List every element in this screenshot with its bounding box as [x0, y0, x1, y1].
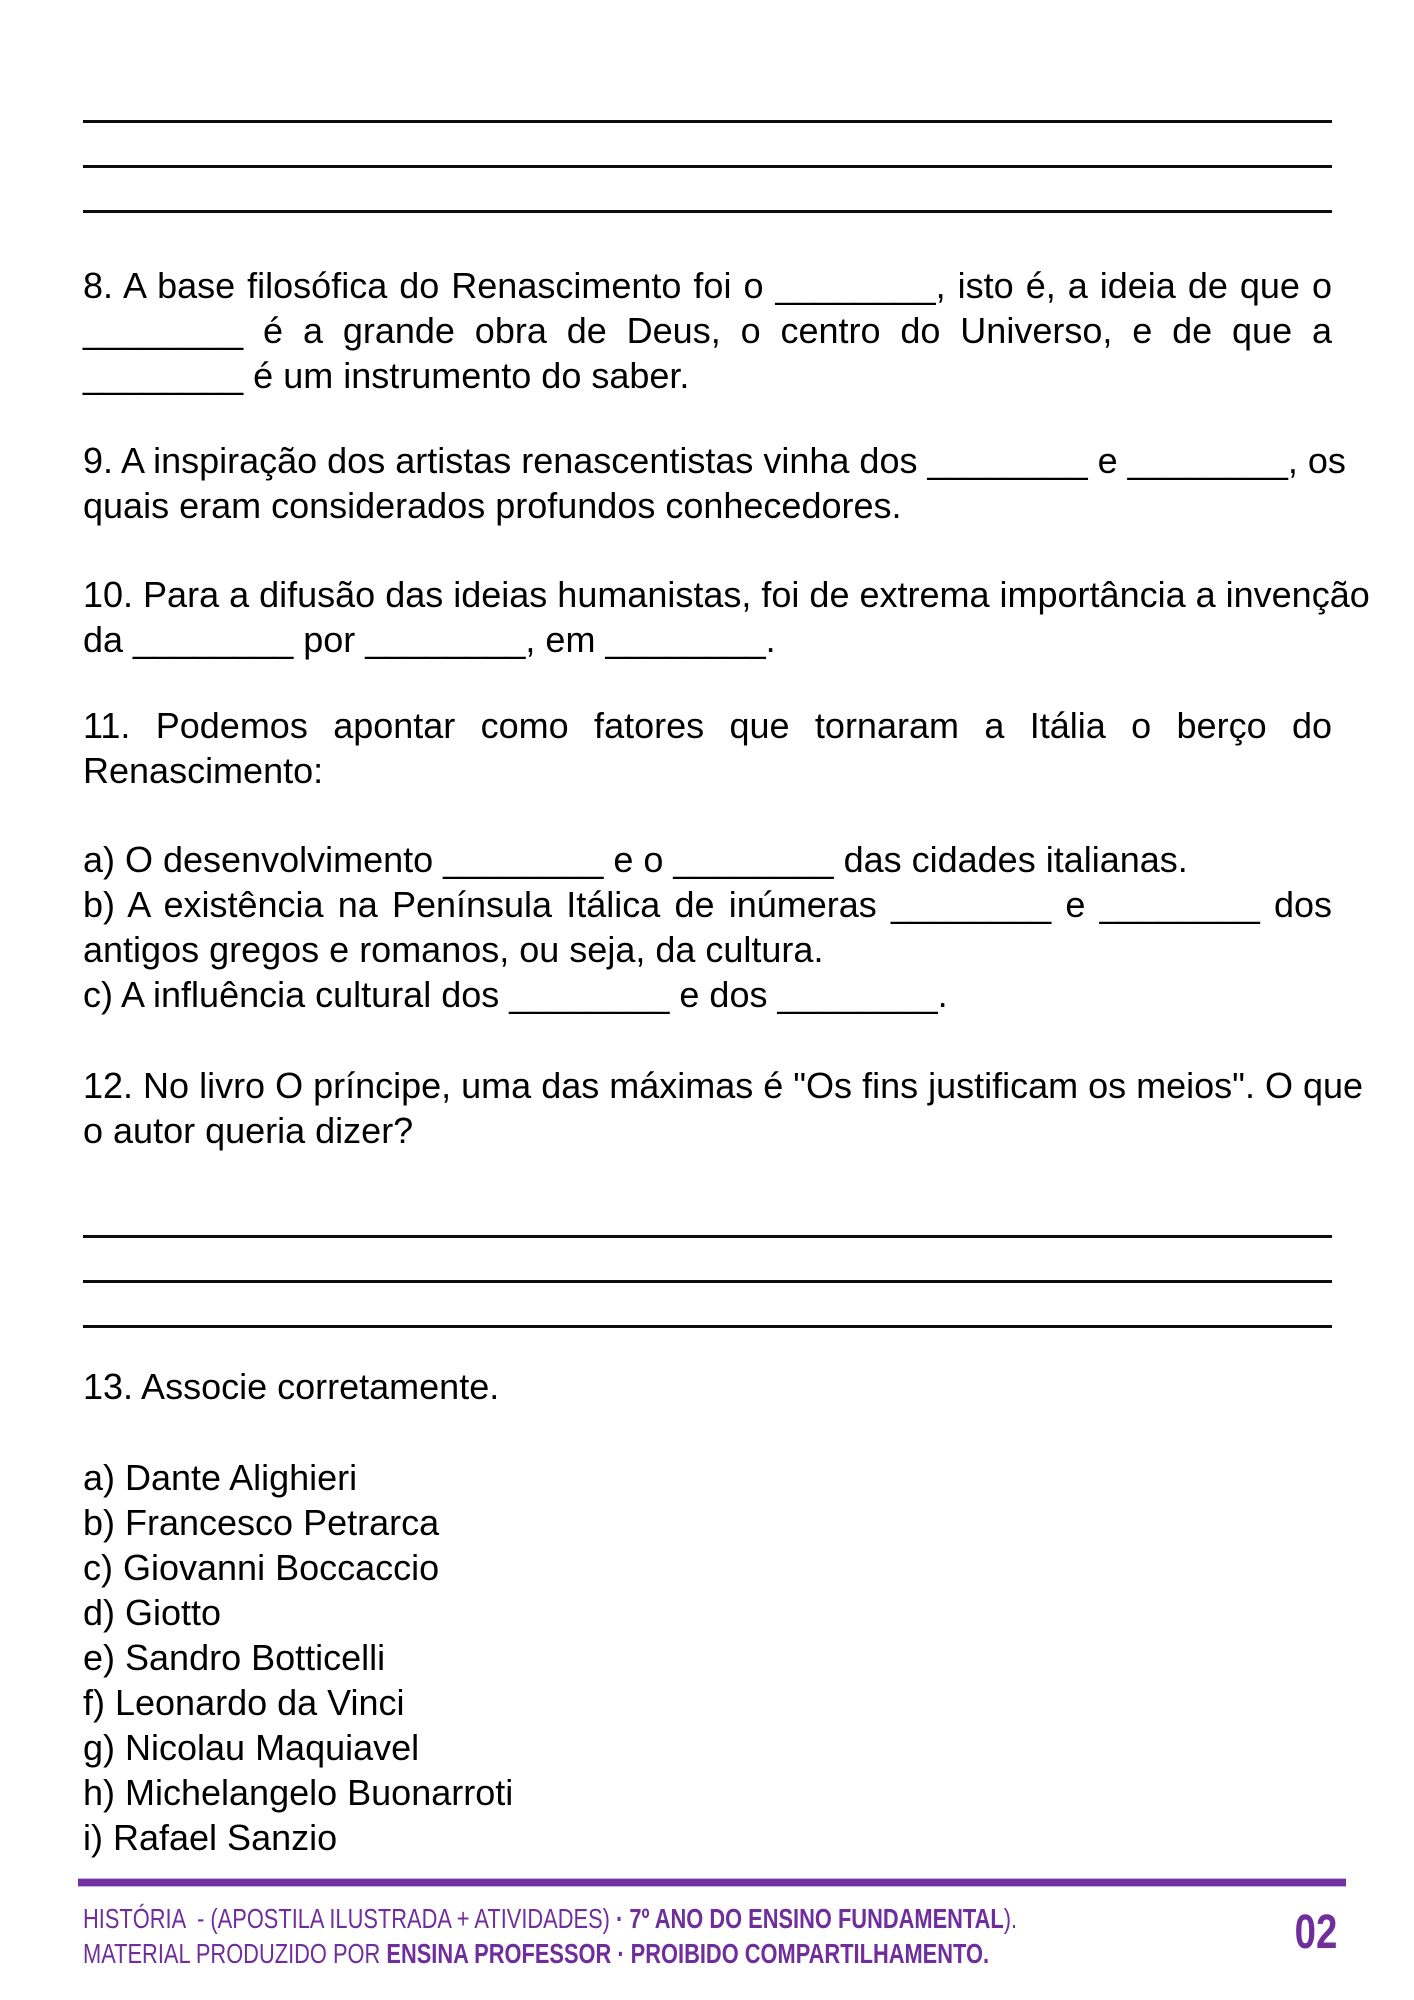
- question-line: 13. Associe corretamente.: [83, 1366, 500, 1407]
- question-line: ________ é a grande obra de Deus, o centro do Universo, e de que a: [83, 310, 1332, 351]
- question-line: Renascimento:: [83, 750, 324, 791]
- page-number: 02: [1294, 1906, 1337, 1959]
- footer-grade-suffix: ).: [1003, 1903, 1018, 1934]
- question-11: [83, 703, 1332, 793]
- list-item: a) Dante Alighieri: [83, 1457, 358, 1498]
- list-item: f) Leonardo da Vinci: [83, 1682, 405, 1723]
- question-line: quais eram considerados profundos conhecedores.: [83, 485, 902, 526]
- option-line: antigos gregos e romanos, ou seja, da cultura.: [83, 929, 824, 970]
- list-item: h) Michelangelo Buonarroti: [83, 1772, 514, 1813]
- answer-line: [83, 78, 1332, 123]
- option-line: a) O desenvolvimento ________ e o ________ das cidades italianas.: [83, 839, 1188, 880]
- answer-line: [83, 1193, 1332, 1238]
- question-line: o autor queria dizer?: [83, 1110, 414, 1151]
- list-item: g) Nicolau Maquiavel: [83, 1727, 420, 1768]
- question-10: [83, 572, 1370, 662]
- list-item: c) Giovanni Boccaccio: [83, 1547, 440, 1588]
- answer-lines-q12: [83, 1193, 1332, 1328]
- footer-divider: [78, 1879, 1346, 1886]
- answer-line: [83, 123, 1332, 168]
- question-13: [83, 1364, 1332, 1409]
- question-line: 9. A inspiração dos artistas renascentistas vinha dos ________ e ________, os: [83, 440, 1346, 481]
- footer-grade-label: 7º ANO DO ENSINO FUNDAMENTAL: [629, 1903, 1004, 1934]
- question-12: [83, 1063, 1364, 1153]
- footer-line-1: [83, 1901, 1017, 1936]
- answer-line: [83, 168, 1332, 213]
- question-line: 12. No livro O príncipe, uma das máximas é "Os fins justificam os meios". O que: [83, 1065, 1364, 1106]
- list-item: b) Francesco Petrarca: [83, 1502, 440, 1543]
- question-line: da ________ por ________, em ________.: [83, 619, 776, 660]
- footer-separator: ·: [609, 1903, 630, 1934]
- page-footer: [83, 1901, 1281, 1971]
- option-line: b) A existência na Península Itálica de inúmeras ________ e ________ dos: [83, 884, 1332, 925]
- question-line: 11. Podemos apontar como fatores que tornaram a Itália o berço do: [83, 705, 1332, 746]
- answer-line: [83, 1238, 1332, 1283]
- question-11-options: [83, 837, 1332, 1017]
- answer-line: [83, 1283, 1332, 1328]
- list-item: i) Rafael Sanzio: [83, 1817, 338, 1858]
- list-item: e) Sandro Botticelli: [83, 1637, 386, 1678]
- answer-lines-top: [83, 78, 1332, 213]
- option-line: c) A influência cultural dos ________ e dos ________.: [83, 974, 948, 1015]
- footer-course-label: HISTÓRIA - (APOSTILA ILUSTRADA + ATIVIDADES): [83, 1903, 610, 1934]
- footer-brand-label: ENSINA PROFESSOR · PROIBIDO COMPARTILHAMENTO.: [386, 1938, 990, 1969]
- question-line: 8. A base filosófica do Renascimento foi o ________, isto é, a ideia de que o: [83, 265, 1332, 306]
- footer-producer-label: MATERIAL PRODUZIDO POR: [83, 1938, 387, 1969]
- question-line: 10. Para a difusão das ideias humanistas, foi de extrema importância a invenção: [83, 574, 1370, 615]
- question-line: ________ é um instrumento do saber.: [83, 355, 690, 396]
- question-8: [83, 263, 1332, 398]
- list-item: d) Giotto: [83, 1592, 222, 1633]
- question-9: [83, 438, 1346, 528]
- footer-line-2: [83, 1936, 1017, 1971]
- question-13-list: [83, 1455, 1332, 1860]
